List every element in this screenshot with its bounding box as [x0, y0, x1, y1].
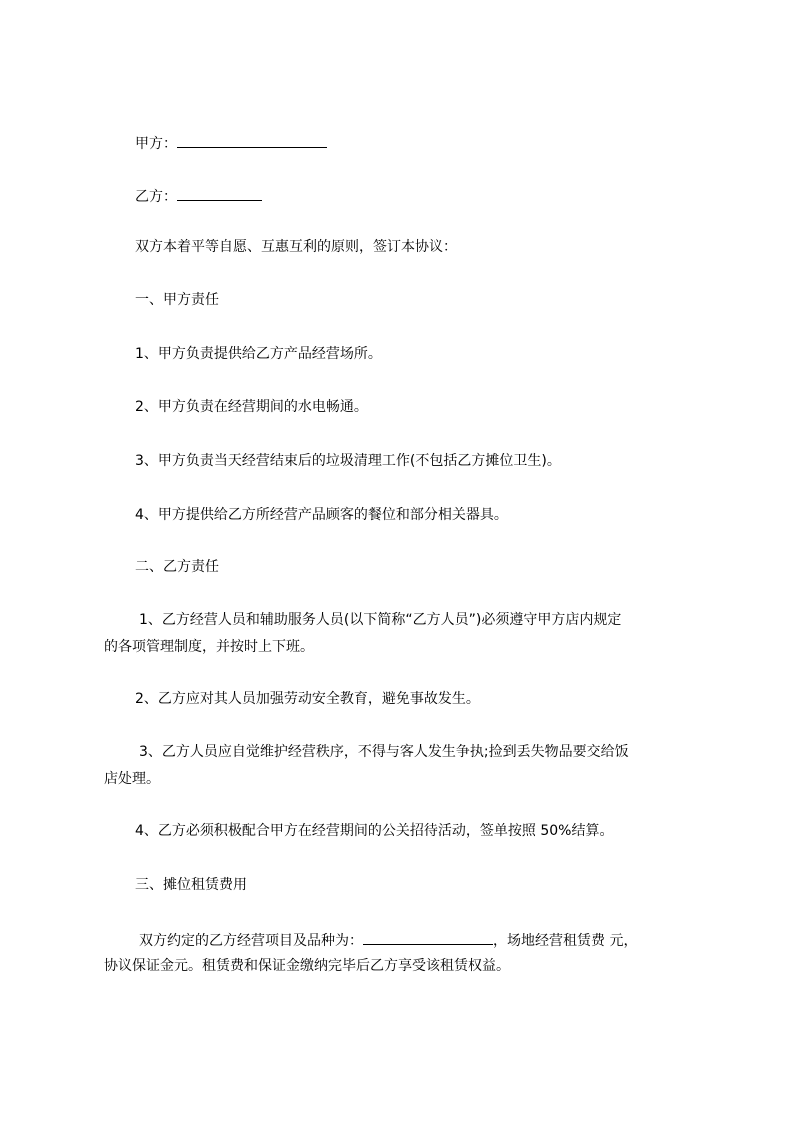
section2-heading: 二、乙方责任	[135, 559, 219, 575]
section2-item-3-line1: 3、乙方人员应自觉维护经营秩序，不得与客人发生争执;捡到丢失物品要交给饭	[139, 744, 629, 760]
section3-paragraph-line1	[139, 929, 637, 951]
party-a-line	[135, 132, 327, 154]
section3-heading: 三、摊位租赁费用	[135, 877, 247, 893]
section2-item-2: 2、乙方应对其人员加强劳动安全教育，避免事故发生。	[135, 691, 480, 707]
section1-heading: 一、甲方责任	[135, 292, 219, 308]
section2-item-1-line1: 1、乙方经营人员和辅助服务人员(以下简称“乙方人员”)必须遵守甲方店内规定	[139, 612, 622, 628]
project-variety-blank	[363, 929, 493, 945]
section1-item-3: 3、甲方负责当天经营结束后的垃圾清理工作(不包括乙方摊位卫生)。	[135, 453, 561, 469]
section3-line1-before: 双方约定的乙方经营项目及品种为：	[139, 933, 363, 949]
party-a-blank	[177, 132, 327, 148]
party-a-label: 甲方：	[135, 136, 177, 152]
section2-item-3-line2: 店处理。	[104, 771, 160, 787]
party-b-blank	[177, 185, 262, 201]
party-b-label: 乙方：	[135, 189, 177, 205]
section3-paragraph-line2: 协议保证金元。租赁费和保证金缴纳完毕后乙方享受该租赁权益。	[104, 958, 510, 974]
section3-line1-after: ，场地经营租赁费 元，	[493, 933, 638, 949]
intro-paragraph: 双方本着平等自愿、互惠互利的原则，签订本协议：	[135, 239, 457, 255]
party-b-line	[135, 185, 262, 207]
section1-item-2: 2、甲方负责在经营期间的水电畅通。	[135, 399, 368, 415]
section2-item-1-line2: 的各项管理制度，并按时上下班。	[104, 639, 314, 655]
section1-item-1: 1、甲方负责提供给乙方产品经营场所。	[135, 346, 382, 362]
section2-item-4: 4、乙方必须积极配合甲方在经营期间的公关招待活动，签单按照 50%结算。	[135, 823, 614, 839]
section1-item-4: 4、甲方提供给乙方所经营产品顾客的餐位和部分相关器具。	[135, 507, 508, 523]
